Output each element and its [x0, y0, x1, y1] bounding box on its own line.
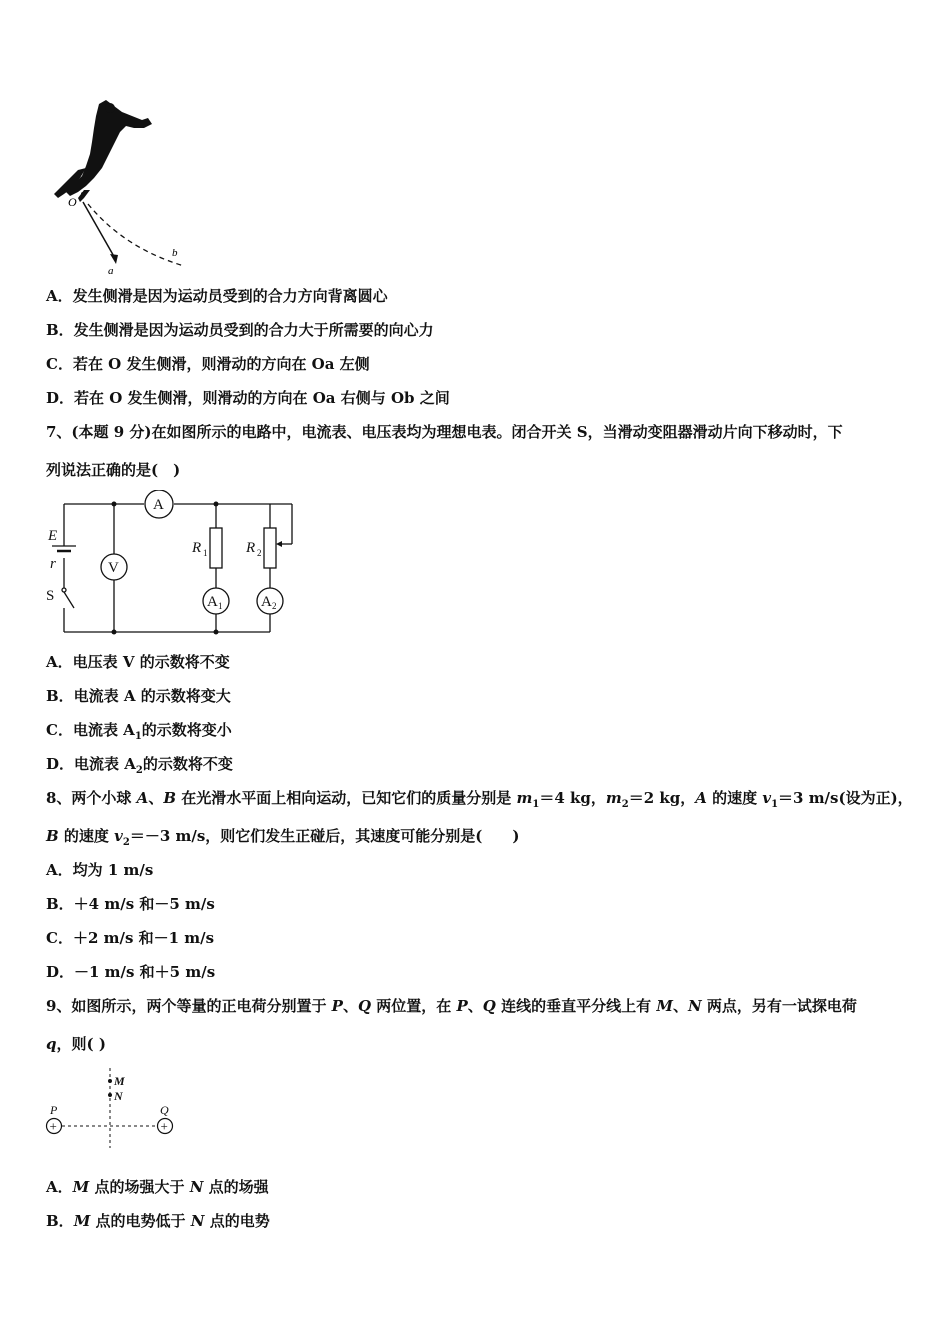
- q9-option-a[interactable]: [46, 1177, 269, 1197]
- var-m: M: [73, 1212, 91, 1230]
- skater-silhouette: [54, 100, 152, 202]
- label-p: P: [50, 1103, 58, 1117]
- var-m: M: [72, 1178, 90, 1196]
- var-q: q: [46, 1035, 57, 1053]
- text: 点的场强: [203, 1178, 269, 1196]
- text: 、: [342, 997, 358, 1015]
- q7-option-c[interactable]: [46, 720, 232, 747]
- q9-option-b[interactable]: [46, 1211, 270, 1231]
- q7-stem-line1: 7、(本题 9 分)在如图所示的电路中，电流表、电压表均为理想电表。闭合开关 S，当滑动变阻器滑动片向下移动时，下: [46, 423, 843, 441]
- text: 、: [148, 789, 164, 807]
- circuit-figure: [44, 490, 304, 642]
- var-b: B: [46, 827, 59, 845]
- circuit-wires: [64, 504, 292, 632]
- q9-stem-line1: [46, 996, 857, 1016]
- text: 点的电势: [204, 1212, 270, 1230]
- switch-s: [62, 588, 74, 608]
- junction-dot: [112, 630, 117, 635]
- text: ＝3 m/s(设为正)，: [778, 789, 913, 807]
- q7-option-d-post: 的示数将不变: [142, 755, 233, 773]
- label-a: A: [153, 497, 164, 513]
- var-m: M: [656, 997, 673, 1015]
- q7-option-d-pre: D．电流表 A: [46, 755, 136, 773]
- var-p: P: [331, 997, 343, 1015]
- rheostat-slider-arrow: [276, 541, 282, 547]
- text: ＝4 kg，: [539, 789, 606, 807]
- label-e: E: [48, 528, 58, 544]
- var-n: N: [190, 1212, 205, 1230]
- sub: 1: [532, 799, 540, 810]
- q7-option-c-post: 的示数将变小: [141, 721, 232, 739]
- label-o: O: [68, 195, 77, 209]
- var-m: m: [516, 789, 533, 807]
- q8-option-a[interactable]: A．均为 1 m/s: [46, 861, 154, 879]
- label-m: M: [114, 1074, 125, 1088]
- plus-sign: +: [49, 1118, 57, 1134]
- text: 点的电势低于: [90, 1212, 191, 1230]
- label-b: b: [172, 247, 178, 259]
- junction-dot: [112, 502, 117, 507]
- var-m: m: [605, 789, 622, 807]
- label-v: V: [108, 560, 119, 576]
- var-q: Q: [482, 997, 496, 1015]
- rheostat-r2: [264, 528, 276, 568]
- label-n: N: [114, 1089, 123, 1103]
- label-q: Q: [160, 1103, 169, 1117]
- q6-option-b[interactable]: B．发生侧滑是因为运动员受到的合力大于所需要的向心力: [46, 321, 434, 339]
- text: ＝2 kg，: [628, 789, 696, 807]
- q7-option-a[interactable]: A．电压表 V 的示数将不变: [46, 653, 230, 671]
- text: 两点，另有一试探电荷: [701, 997, 857, 1015]
- label-r2: R: [246, 540, 256, 556]
- q7-stem-line2: 列说法正确的是( ): [46, 461, 181, 479]
- sub: 2: [122, 837, 130, 848]
- arrow-oa: [83, 202, 116, 260]
- q8-stem-line1: [46, 788, 913, 815]
- point-n-dot: [108, 1093, 112, 1097]
- q7-option-b[interactable]: B．电流表 A 的示数将变大: [46, 687, 231, 705]
- plus-sign: +: [160, 1118, 168, 1134]
- text: 点的场强大于: [89, 1178, 190, 1196]
- label-a: a: [108, 265, 114, 276]
- junction-dot: [214, 630, 219, 635]
- text: ，则( ): [56, 1035, 106, 1053]
- charges-figure: [44, 1064, 184, 1150]
- q6-option-d[interactable]: D．若在 O 发生侧滑，则滑动的方向在 Oa 右侧与 Ob 之间: [46, 389, 450, 407]
- text: A．: [46, 1178, 73, 1196]
- q8-option-c[interactable]: C．＋2 m/s 和－1 m/s: [46, 929, 215, 947]
- var-a: A: [136, 789, 149, 807]
- skater-figure: [44, 98, 194, 276]
- var-n: N: [687, 997, 702, 1015]
- label-r1-sub: 1: [203, 548, 208, 558]
- label-a1-sub: 1: [218, 601, 223, 611]
- q8-stem-line2: [46, 826, 519, 853]
- q7-option-c-sub: 1: [134, 731, 142, 742]
- sub: 1: [771, 799, 779, 810]
- text: 连线的垂直平分线上有: [495, 997, 657, 1015]
- text: B．: [46, 1212, 74, 1230]
- battery-symbol: [52, 546, 76, 551]
- var-v: v: [114, 827, 123, 845]
- q6-option-a[interactable]: A．发生侧滑是因为运动员受到的合力方向背离圆心: [46, 287, 388, 305]
- arrow-oa-head: [110, 254, 118, 264]
- label-a2-sub: 2: [272, 601, 277, 611]
- text: 9、如图所示，两个等量的正电荷分别置于: [46, 997, 332, 1015]
- label-a2: A: [261, 594, 272, 610]
- label-r: r: [50, 556, 56, 572]
- point-m-dot: [108, 1079, 112, 1083]
- q7-option-d[interactable]: [46, 754, 233, 781]
- var-n: N: [189, 1178, 204, 1196]
- label-r2-sub: 2: [257, 548, 262, 558]
- text: 、: [672, 997, 688, 1015]
- q9-stem-line2: [46, 1034, 106, 1054]
- text: 、: [467, 997, 483, 1015]
- q8-option-d[interactable]: D．－1 m/s 和＋5 m/s: [46, 963, 216, 981]
- point-o-dot: [81, 192, 85, 196]
- q6-option-c[interactable]: C．若在 O 发生侧滑，则滑动的方向在 Oa 左侧: [46, 355, 370, 373]
- text: 在光滑水平面上相向运动，已知它们的质量分别是: [176, 789, 517, 807]
- var-q: Q: [357, 997, 372, 1015]
- q7-option-c-pre: C．电流表 A: [46, 721, 135, 739]
- junction-dot: [214, 502, 219, 507]
- var-b: B: [163, 789, 177, 807]
- label-s: S: [46, 588, 55, 604]
- text: 8、两个小球: [46, 789, 137, 807]
- text: 的速度: [58, 827, 115, 845]
- var-p: P: [456, 997, 468, 1015]
- sub: 2: [621, 799, 629, 810]
- text: 的速度: [706, 789, 763, 807]
- var-v: v: [762, 789, 772, 807]
- var-a: A: [695, 789, 707, 807]
- label-r1: R: [192, 540, 202, 556]
- text: ＝－3 m/s，则它们发生正碰后，其速度可能分别是( ): [129, 827, 520, 845]
- label-a1: A: [207, 594, 218, 610]
- text: 两位置，在: [371, 997, 457, 1015]
- resistor-r1: [210, 528, 222, 568]
- q8-option-b[interactable]: B．＋4 m/s 和－5 m/s: [46, 895, 215, 913]
- q7-option-d-sub: 2: [135, 765, 143, 776]
